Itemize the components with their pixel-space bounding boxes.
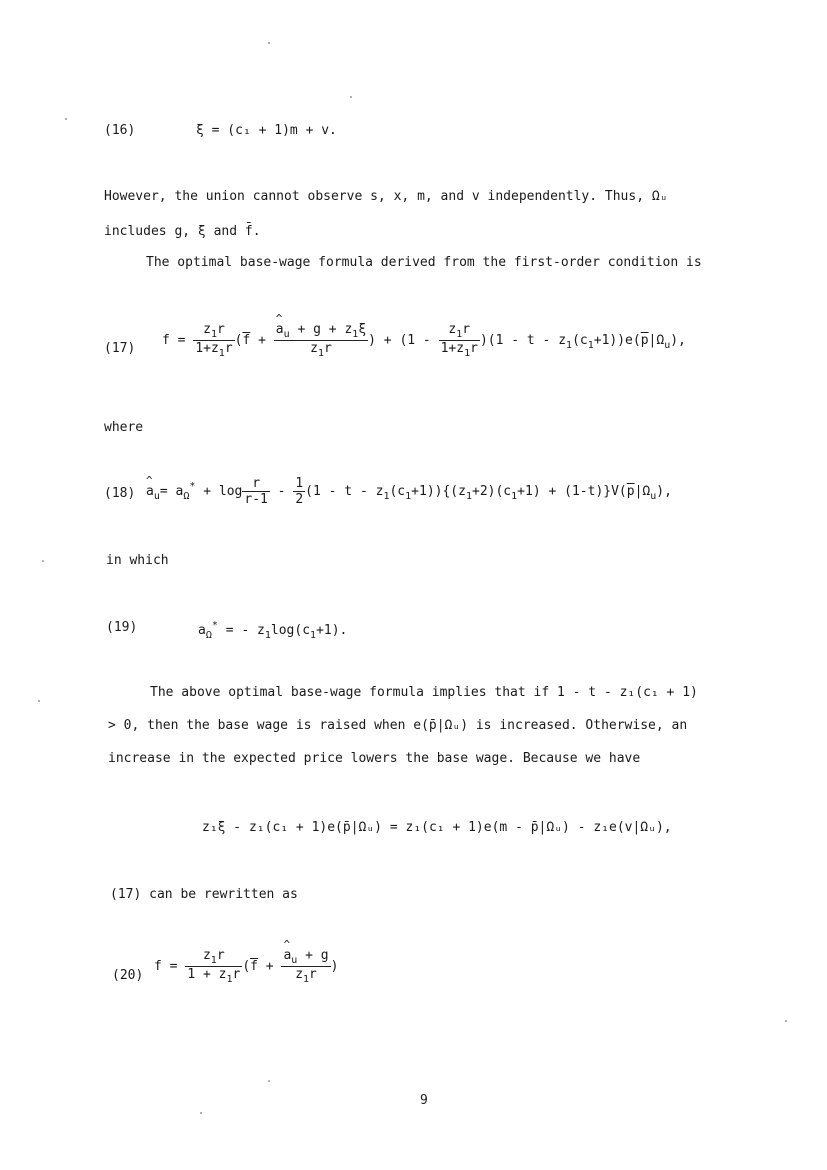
page-number: 9 — [420, 1093, 428, 1108]
scan-speck — [38, 700, 40, 702]
scan-speck — [785, 1020, 787, 1022]
paragraph-line: However, the union cannot observe s, x, m, and v independently. Thus, Ωᵤ — [104, 189, 668, 204]
paragraph-line: increase in the expected price lowers the base wage. Because we have — [108, 751, 641, 766]
equation-body: ξ = (c₁ + 1)m + v. — [196, 123, 337, 138]
equation-number: (17) — [104, 341, 136, 356]
paragraph-line: includes g, ξ and f̄. — [104, 224, 261, 239]
display-equation: z₁ξ - z₁(c₁ + 1)e(p̄|Ωᵤ) = z₁(c₁ + 1)e(m - p̄|Ωᵤ) - z₁e(v|Ωᵤ), — [202, 820, 672, 835]
paragraph-line: The above optimal base-wage formula implies that if 1 - t - z₁(c₁ + 1) — [150, 685, 698, 700]
equation-number: (20) — [112, 968, 144, 983]
equation-body: $a_\Omega^*$ = - $z_1\log(c_1+1)$. — [198, 620, 348, 641]
equation-body: f = $\frac{z_1r}{1+z_1r}$ ($\overline{f}$ + ^ $\frac{a_u + g + z_1\xi}{z_1r}$ ) + (1 - $\frac{z_1r}{1+z_1r}$ )$(1 - t - z_1(c_1+1))e(\overline{p}|\Omega_u)$, — [162, 322, 686, 359]
paragraph-line: The optimal base-wage formula derived from the first-order condition is — [146, 255, 702, 270]
equation-body: ^ $a_u= a_\Omega^* + \log$ $\frac{r}{r-1}$ - $\frac{1}{2}$ $(1 - t - z_1(c_1+1))\{(z_1+2)(c_1+1) + (1-t)\}V(\overline{p}|\Omega_u)$, — [146, 476, 672, 507]
paragraph-line: where — [104, 420, 144, 435]
scan-speck — [42, 560, 44, 562]
paragraph-line: > 0, then the base wage is raised when e(p̄|Ωᵤ) is increased. Otherwise, an — [108, 718, 688, 733]
equation-number: (19) — [106, 620, 138, 635]
equation-19 — [106, 620, 348, 641]
scan-speck — [268, 1080, 270, 1082]
scan-speck — [268, 42, 270, 44]
scan-speck — [350, 96, 352, 98]
paragraph-line: in which — [106, 553, 169, 568]
equation-number: (18) — [104, 486, 136, 501]
scan-speck — [200, 1112, 202, 1114]
paragraph-line: (17) can be rewritten as — [110, 887, 298, 902]
equation-16 — [104, 123, 337, 138]
scan-speck — [65, 118, 67, 120]
equation-body: f = $\frac{z_1r}{1 + z_1r}$ ($\overline{f}$ + ^ $\frac{a_u + g}{z_1r}$ ) — [154, 948, 338, 985]
equation-number: (16) — [104, 123, 136, 138]
